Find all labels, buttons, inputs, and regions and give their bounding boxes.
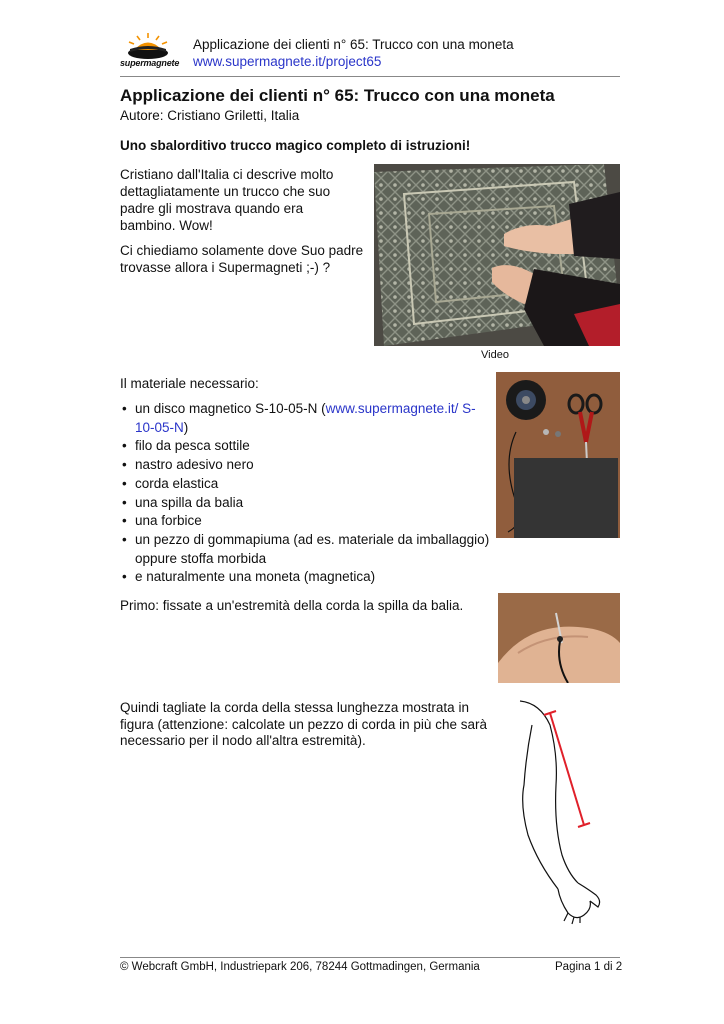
footer-copyright: © Webcraft GmbH, Industriepark 206, 78244 Gottmadingen, Germania: [120, 961, 480, 973]
header-divider: [120, 76, 620, 77]
hand-pin-photo: [498, 593, 620, 683]
materials-heading: Il materiale necessario:: [120, 376, 259, 391]
arm-length-diagram: [498, 695, 620, 925]
article-subtitle: Uno sbalorditivo trucco magico completo di istruzioni!: [120, 138, 471, 153]
header-url-link[interactable]: www.supermagnete.it/project65: [193, 54, 382, 69]
page-title: Applicazione dei clienti n° 65: Trucco con una moneta: [120, 86, 555, 105]
materials-photo: [496, 372, 620, 538]
list-item: • e naturalmente una moneta (magnetica): [120, 568, 490, 587]
product-link[interactable]: www.supermagnete.it/ S-10-05-N: [135, 401, 476, 435]
intro-paragraph: Cristiano dall'Italia ci descrive molto dettagliatamente un trucco che suo padre gli mostrava quando era bambino. Wow!: [120, 167, 334, 233]
materials-list: [120, 400, 490, 587]
list-item-suffix: ): [183, 419, 189, 435]
header-title: Applicazione dei clienti n° 65: Trucco con una moneta: [193, 37, 514, 52]
page-number: Pagina 1 di 2: [555, 961, 623, 973]
logo-wordmark: supermagnete: [120, 58, 180, 68]
list-item: • un pezzo di gommapiuma (ad es. materiale da imballaggio) oppure stoffa morbida: [120, 531, 490, 568]
list-item: • nastro adesivo nero: [120, 456, 490, 475]
question-paragraph: Ci chiediamo solamente dove Suo padre trovasse allora i Supermagneti ;-) ?: [120, 243, 364, 275]
list-item-text: un disco magnetico S-10-05-N (: [135, 401, 326, 416]
logo-sun-icon: [120, 33, 180, 59]
list-item: [120, 400, 490, 437]
video-caption: Video: [481, 349, 509, 361]
list-item: • una spilla da balia: [120, 494, 490, 513]
list-item: • una forbice: [120, 512, 490, 531]
step-1-text: Primo: fissate a un'estremità della corda la spilla da balia.: [120, 598, 464, 613]
step-2-text: Quindi tagliate la corda della stessa lunghezza mostrata in figura (attenzione: calcolate un pezzo di corda in più che sarà necessario per il nodo all'altra estremità).: [120, 700, 487, 748]
author-line: Autore: Cristiano Griletti, Italia: [120, 108, 300, 123]
list-item: • filo da pesca sottile: [120, 437, 490, 456]
footer-divider: [120, 957, 620, 958]
list-item: • corda elastica: [120, 475, 490, 494]
video-thumbnail[interactable]: [374, 164, 620, 346]
